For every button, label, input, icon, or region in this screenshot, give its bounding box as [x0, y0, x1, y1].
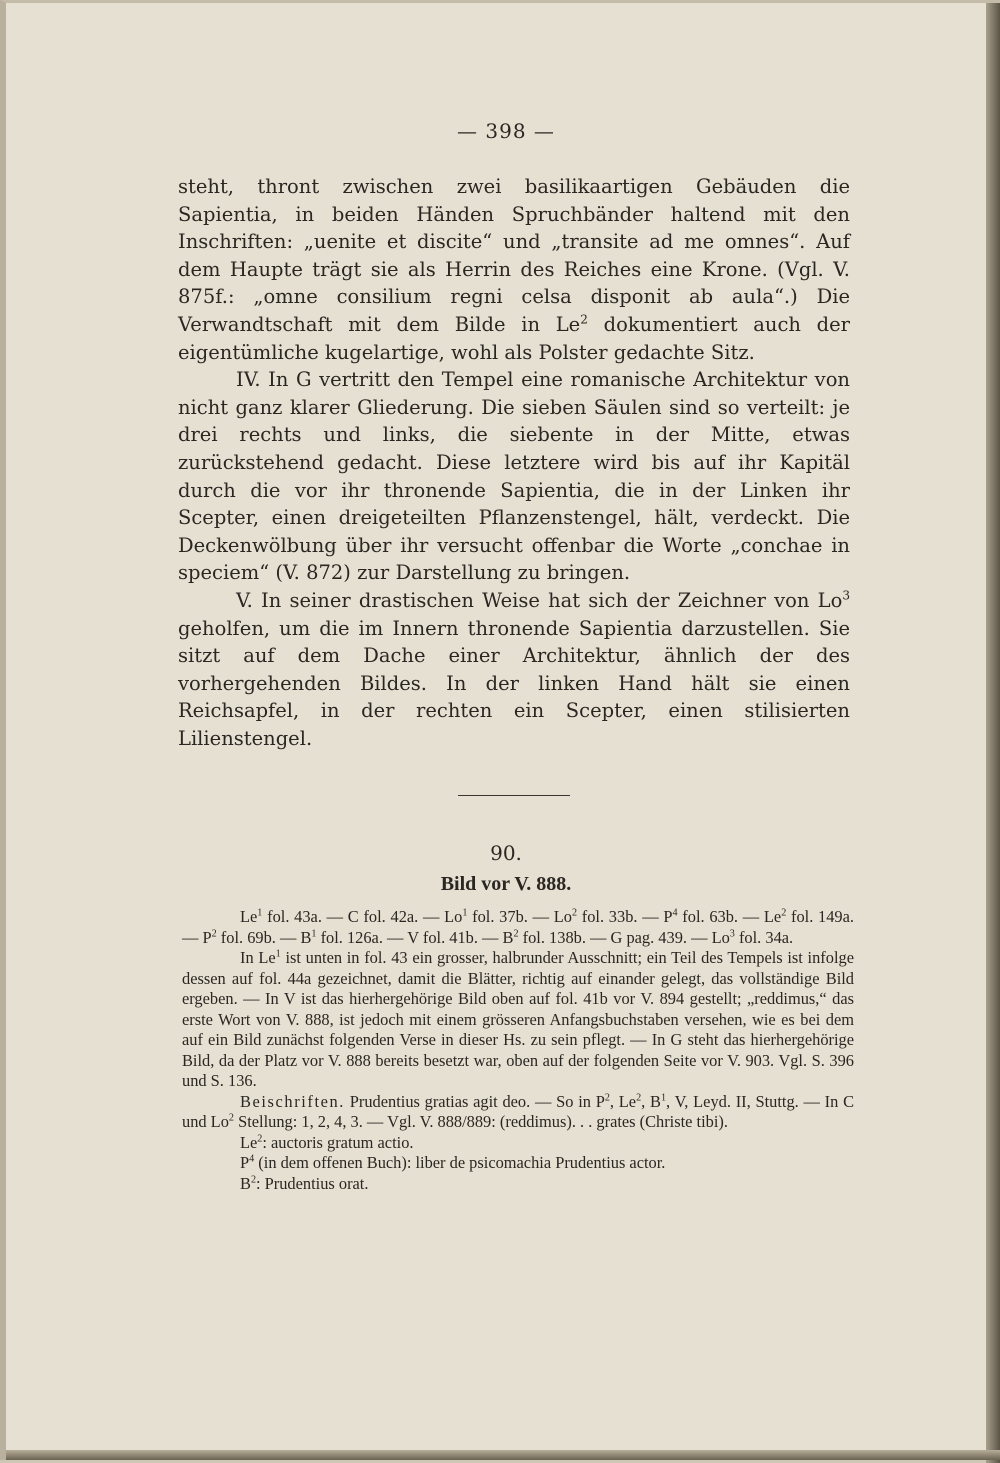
text-segment: Stellung: 1, 2, 4, 3. — Vgl. V. 888/889: (reddimus). . . grates (Christe tibi).: [233, 1112, 728, 1131]
text-segment: B: [240, 1173, 251, 1193]
text-segment: , B: [641, 1091, 661, 1111]
page-number: — 398 —: [457, 119, 555, 143]
text-segment: : Prudentius orat.: [256, 1173, 369, 1193]
note-p4: [182, 1153, 854, 1174]
text-segment: , V, Leyd. II, Stuttg. — In C und Lo: [182, 1091, 854, 1131]
text-segment: fol. 43a. — C fol. 42a. — Lo: [262, 907, 463, 926]
superscript: 1: [311, 928, 317, 940]
superscript: 4: [672, 907, 678, 919]
note-description: [182, 948, 854, 1092]
superscript: 3: [729, 928, 735, 940]
superscript: 2: [211, 928, 217, 940]
text-segment: P: [240, 1153, 250, 1172]
text-segment: In Le: [240, 948, 276, 967]
superscript: 2: [513, 928, 519, 940]
note-beischriften-label: Beischriften.: [240, 1091, 346, 1111]
superscript: 2: [250, 1174, 257, 1186]
text-segment: fol. 34a.: [734, 927, 794, 947]
superscript: 2: [604, 1092, 610, 1104]
note-beischriften: [182, 1092, 854, 1133]
superscript: 2: [781, 907, 787, 919]
text-segment: fol. 33b. — P: [577, 907, 673, 926]
page-bottom-edge: [6, 1450, 1000, 1460]
note-manuscripts: [182, 907, 854, 948]
text-segment: fol. 63b. — Le: [677, 907, 782, 926]
main-text: [178, 173, 850, 752]
notes-block: [182, 907, 854, 1194]
paragraph-3: V. In seiner drastischen Weise hat sich der Zeichner von Lo$^3$ geholfen, um die im Innern thronende Sapientia darzustellen. Sie sitzt auf dem Dache einer Architektur, ähnlich der des vorhergehenden Bildes. In der linken Hand hält sie einen Reichsapfel, in der rechten ein Scepter, einen stilisierten Lilienstengel.: [178, 588, 850, 750]
text-segment: ist unten in fol. 43 ein grosser, halbrunder Ausschnitt; ein Teil des Tempels ist infolge dessen auf fol. 44a gezeichnet, damit die Blätter, richtig auf einander gelegt, das vollständige Bild ergeben. — In V ist das hierhergehörige Bild oben auf fol. 41b vor V. 894 gestellt; „reddimus,“ das erste Wort von V. 888, ist jedoch mit einem grösseren Anfangsbuchstaben versehen, wie es bei dem auf ein Bild zunächst folgenden Verse in dieser Hs. zu sein pflegt. — In G steht das hierhergehörige Bild, da der Platz vor V. 888 bereits besetzt war, oben auf der folgenden Seite vor V. 903. Vgl. S. 396 und S. 136.: [182, 948, 854, 1090]
section-title: Bild vor V. 888.: [440, 873, 572, 895]
text-segment: fol. 37b. — Lo: [467, 907, 572, 926]
note-le2: [182, 1133, 854, 1154]
superscript: 1: [660, 1092, 667, 1104]
paragraph-1: steht, thront zwischen zwei basilikaartigen Gebäuden die Sapientia, in beiden Händen Spruchbänder haltend mit den Inschriften: „uenite et discite“ und „transite ad me omnes“. Auf dem Haupte trägt sie als Herrin des Reiches eine Krone. (Vgl. V. 875f.: „omne consilium regni celsa disponit ab aula“.) Die Verwandtschaft mit dem Bilde in Le$^2$ dokumentiert auch der eigentümliche kugelartige, wohl als Polster gedachte Sitz.: [178, 175, 851, 364]
text-segment: Le: [240, 1132, 258, 1152]
text-segment: fol. 149a. — P: [182, 907, 855, 947]
superscript: 2: [228, 1112, 234, 1124]
note-b2: [182, 1174, 854, 1195]
superscript: 1: [257, 907, 263, 919]
superscript: 1: [462, 907, 468, 919]
text-segment: (in dem offenen Buch): liber de psicomachia Prudentius actor.: [254, 1153, 666, 1172]
superscript: 4: [249, 1153, 255, 1165]
text-segment: , Le: [609, 1091, 637, 1111]
superscript: 1: [275, 948, 281, 960]
superscript: 2: [571, 907, 578, 919]
text-segment: fol. 138b. — G pag. 439. — Lo: [518, 927, 730, 947]
superscript: 2: [636, 1092, 642, 1104]
text-segment: : auctoris gratum actio.: [262, 1132, 414, 1152]
paragraph-2: IV. In G vertritt den Tempel eine romanische Architektur von nicht ganz klarer Gliederung. Die sieben Säulen sind so verteilt: je drei rechts und links, die siebente in der Mitte, etwas zurückstehend gedacht. Diese letztere wird bis auf ihr Kapitäl durch die vor ihr thronende Sapientia, die in der Linken ihr Scepter, einen dreigeteilten Pflanzenstengel, hält, verdeckt. Die Deckenwölbung über ihr versucht offenbar die Worte „conchae in speciem“ (V. 872) zur Darstellung zu bringen.: [178, 368, 850, 585]
section-number: 90.: [490, 841, 522, 865]
text-segment: fol. 69b. — B: [216, 927, 312, 947]
superscript: 2: [257, 1133, 263, 1145]
text-segment: Le: [240, 907, 258, 926]
page-edge-shadow: [986, 3, 1000, 1463]
text-segment: Prudentius gratias agit deo. — So in P: [345, 1091, 605, 1111]
text-segment: fol. 126a. — V fol. 41b. — B: [316, 927, 514, 947]
section-divider: [458, 795, 570, 796]
